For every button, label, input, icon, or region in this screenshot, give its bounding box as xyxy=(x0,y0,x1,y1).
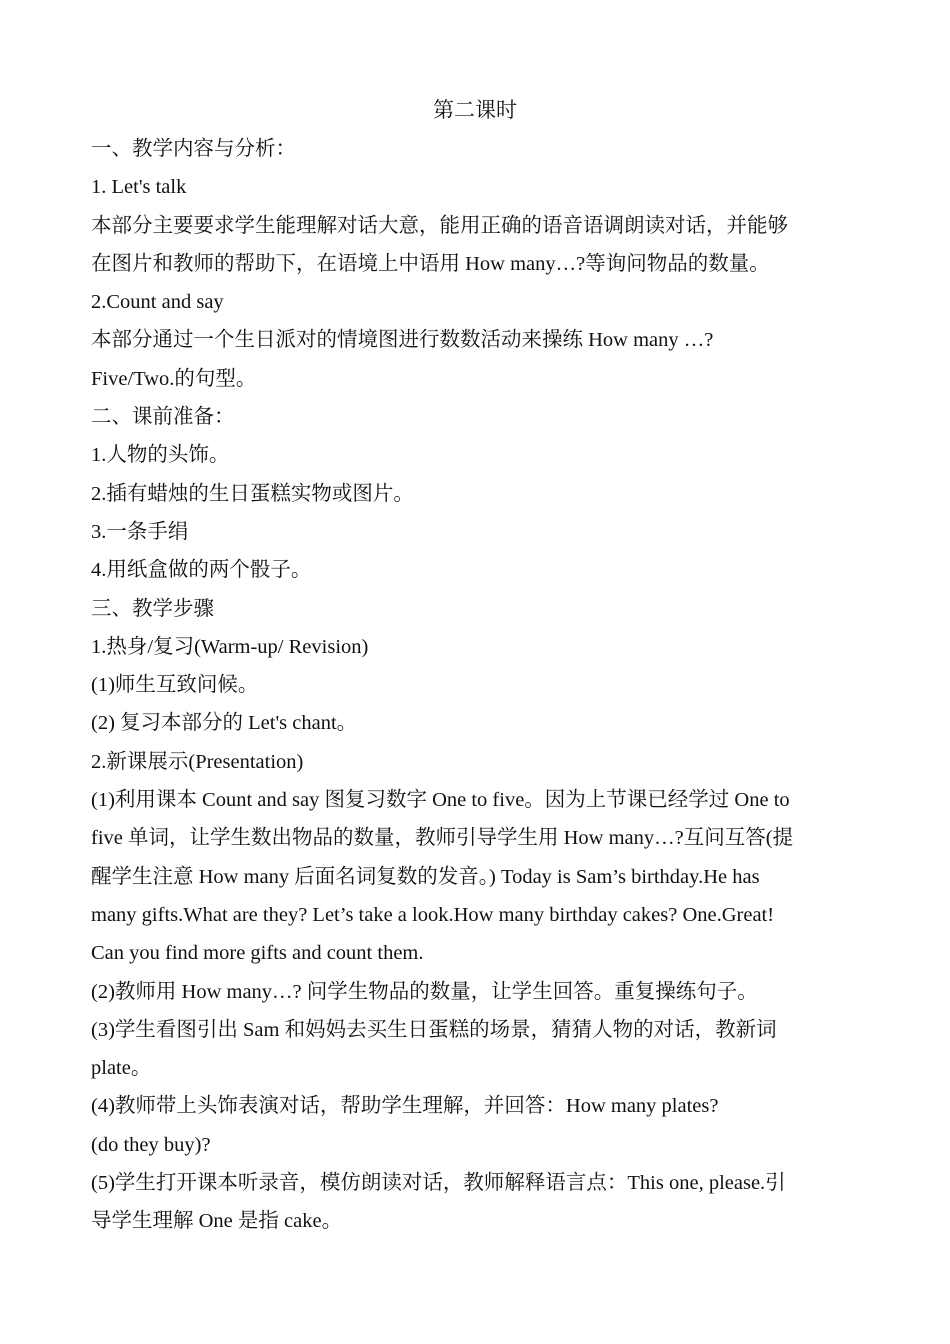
paragraph-line: (1)利用课本 Count and say 图复习数字 One to five。因为上节课已经学过 One to xyxy=(91,789,790,812)
paragraph-line: Can you find more gifts and count them. xyxy=(91,942,424,965)
paragraph-line: (do they buy)? xyxy=(91,1133,211,1156)
paragraph-line: (2) 复习本部分的 Let's chant。 xyxy=(91,712,358,735)
page-title: 第二课时 xyxy=(433,98,517,122)
paragraph-line: 本部分通过一个生日派对的情境图进行数数活动来操练 How many …? xyxy=(91,329,714,352)
paragraph-line: many gifts.What are they? Let’s take a look.How many birthday cakes? One.Great! xyxy=(91,903,775,926)
section-heading-2: 二、课前准备： xyxy=(91,406,235,429)
list-item: 4.用纸盒做的两个骰子。 xyxy=(91,559,312,582)
list-item: 1.人物的头饰。 xyxy=(91,444,230,467)
paragraph-line: (5)学生打开课本听录音，模仿朗读对话，教师解释语言点：This one, please.引 xyxy=(91,1172,786,1195)
paragraph-line: 2.新课展示(Presentation) xyxy=(91,750,304,773)
paragraph-line: (3)学生看图引出 Sam 和妈妈去买生日蛋糕的场景，猜猜人物的对话，教新词 xyxy=(91,1018,777,1041)
paragraph-line: 在图片和教师的帮助下，在语境上中语用 How many…?等询问物品的数量。 xyxy=(91,252,770,275)
paragraph-line: (4)教师带上头饰表演对话，帮助学生理解，并回答：How many plates? xyxy=(91,1095,719,1118)
paragraph-line: 导学生理解 One 是指 cake。 xyxy=(91,1210,343,1233)
section-heading-3: 三、教学步骤 xyxy=(91,597,214,620)
list-item: 2.插有蜡烛的生日蛋糕实物或图片。 xyxy=(91,482,414,505)
document-body xyxy=(91,130,861,1241)
paragraph-line: plate。 xyxy=(91,1057,152,1080)
paragraph-line: five 单词，让学生数出物品的数量，教师引导学生用 How many…?互问互答(提 xyxy=(91,827,794,850)
paragraph-line: 1. Let's talk xyxy=(91,176,187,199)
paragraph-line: 2.Count and say xyxy=(91,291,224,314)
paragraph-line: 1.热身/复习(Warm-up/ Revision) xyxy=(91,635,369,658)
paragraph-line: 醒学生注意 How many 后面名词复数的发音。) Today is Sam’s birthday.He has xyxy=(91,865,760,888)
paragraph-line: (2)教师用 How many…? 问学生物品的数量，让学生回答。重复操练句子。 xyxy=(91,980,758,1003)
paragraph-line: Five/Two.的句型。 xyxy=(91,367,257,390)
paragraph-line: 本部分主要要求学生能理解对话大意，能用正确的语音语调朗读对话，并能够 xyxy=(91,214,788,237)
list-item: 3.一条手绢 xyxy=(91,520,189,543)
paragraph-line: (1)师生互致问候。 xyxy=(91,674,259,697)
section-heading-1: 一、教学内容与分析： xyxy=(91,138,296,160)
